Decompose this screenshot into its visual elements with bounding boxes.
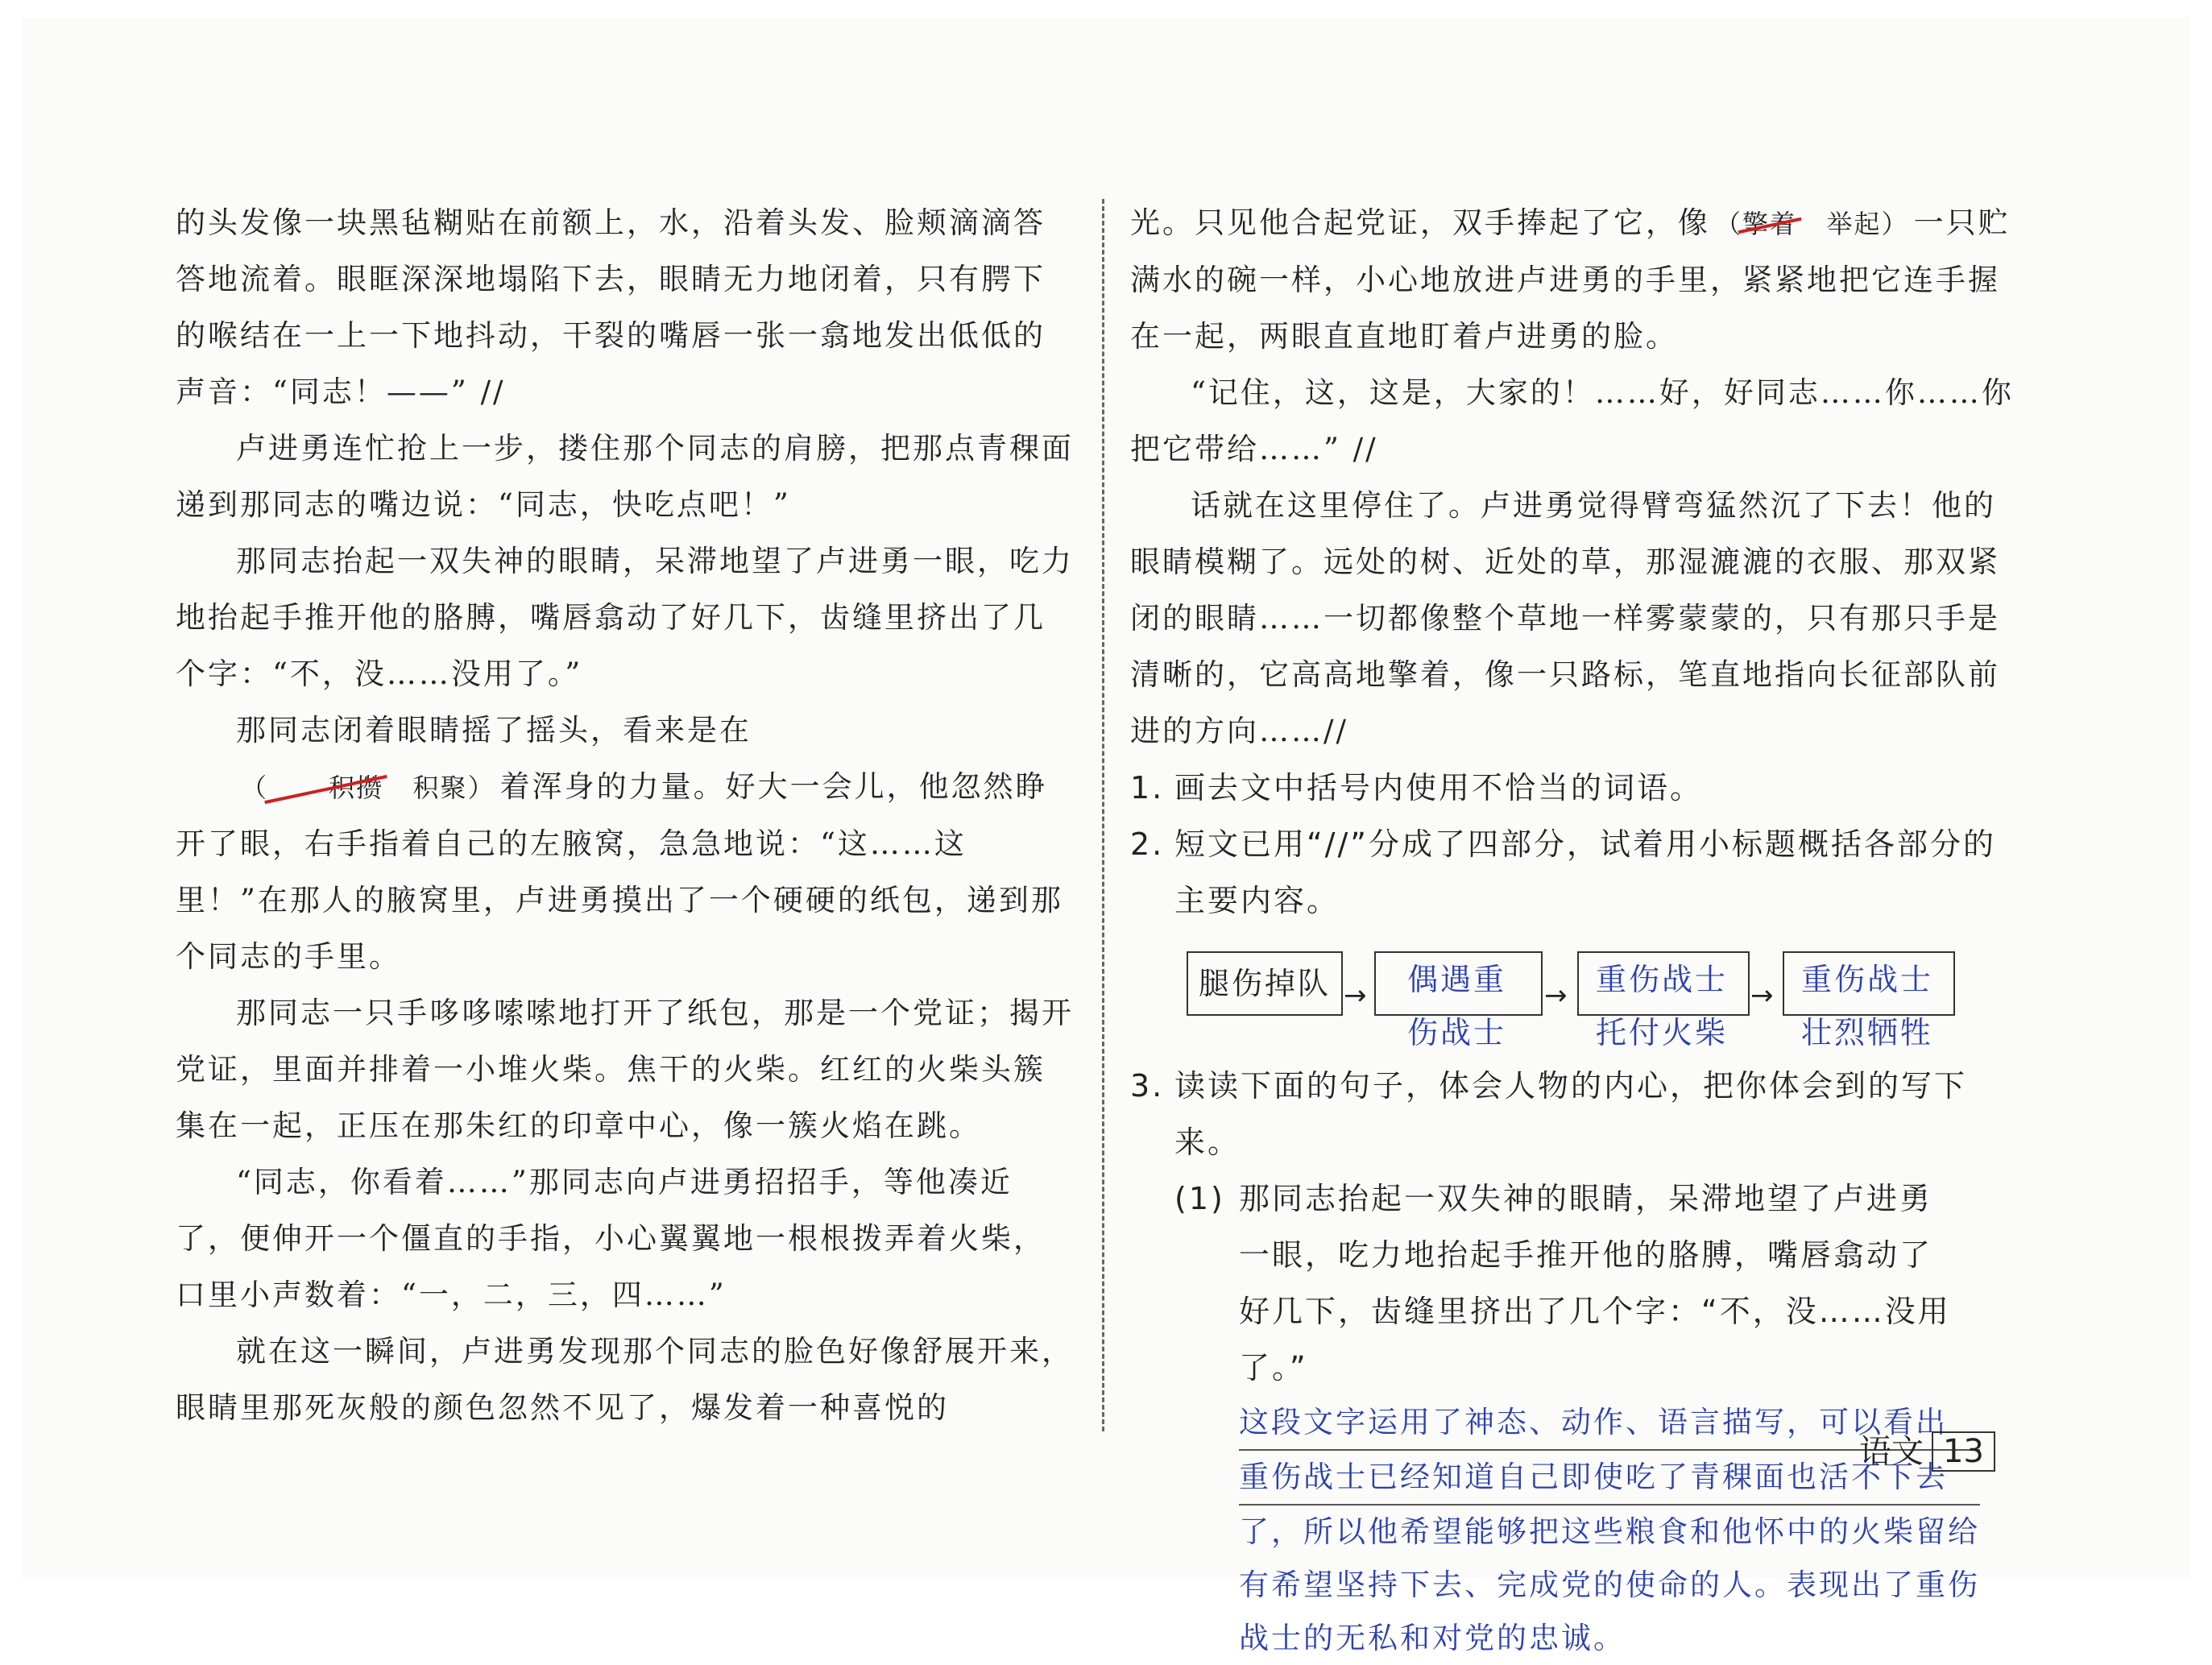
paragraph: 那同志抬起一双失神的眼睛，呆滞地望了卢进勇一眼，吃力地抬起手推开他的胳膊，嘴唇翕动了好几下，齿缝里挤出了几个字：“不，没……没用了。”: [176, 544, 1074, 691]
flow-box-label: 腿伤掉队: [1198, 966, 1331, 1001]
question-number: 1.: [1130, 770, 1165, 806]
answer-line: 重伤战士: [1800, 962, 1933, 997]
text-span: 光。只见他合起党证，双手捧起了它，像: [1130, 205, 1710, 240]
question-1: [1130, 760, 2024, 816]
sub-question-text: 那同志抬起一双失神的眼睛，呆滞地望了卢进勇一眼，吃力地抬起手推开他的胳膊，嘴唇翕动了好几下，齿缝里挤出了几个字：“不，没……没用了。”: [1239, 1181, 1951, 1385]
paragraph: 的头发像一块黑毡糊贴在前额上，水，沿着头发、脸颊滴滴答答地流着。眼眶深深地塌陷下去，眼睛无力地闭着，只有腭下的喉结在一上一下地抖动，干裂的嘴唇一张一翕地发出低低的声音：“同志！——” //: [176, 205, 1046, 409]
question-number: 2.: [1130, 826, 1165, 862]
question-3: [1130, 1058, 2024, 1170]
answer-line: 了，所以他希望能够把这些粮食和他怀中的火柴留给: [1239, 1514, 1980, 1549]
paragraph: “记住，这，这是，大家的！……好，好同志……你……你把它带给……” //: [1130, 375, 2014, 466]
question-text: 短文已用“//”分成了四部分，试着用小标题概括各部分的主要内容。: [1174, 826, 1996, 918]
question-number: 3.: [1130, 1068, 1165, 1104]
flow-answer-2: [1374, 937, 1539, 1058]
page-footer: [1859, 1426, 1995, 1472]
kept-word: 积聚: [412, 772, 468, 803]
answer-line: 重伤战士: [1595, 962, 1728, 997]
flow-answer-3: [1577, 937, 1746, 1058]
flow-arrow: →: [1344, 980, 1369, 1012]
answer-line: 伤战士: [1406, 1015, 1506, 1050]
workbook-page: [23, 18, 2189, 1655]
paragraph-with-choice: [176, 702, 1074, 985]
summary-flowchart: [1130, 937, 2024, 1058]
answer-line: 有希望坚持下去、完成党的使命的人。表现出了重伤: [1239, 1568, 1980, 1602]
answer-line: 偶遇重: [1406, 962, 1506, 997]
bracket: ）: [1881, 209, 1909, 239]
answer-line: 战士的无私和对党的忠诚。: [1239, 1621, 1626, 1655]
flow-arrow: →: [1750, 980, 1776, 1012]
text-span: 一只贮满水的碗一样，小心地放进卢进勇的手里，紧紧地把它连手握在一起，两眼直直地盯着卢进勇的脸。: [1130, 205, 2011, 354]
question-2: [1130, 816, 2024, 929]
page-number: 13: [1932, 1431, 1995, 1472]
column-divider: [1102, 199, 1104, 1431]
question-3-1: [1130, 1170, 2024, 1396]
struck-word: 积攒: [268, 760, 383, 816]
paragraph: 卢进勇连忙抢上一步，搂住那个同志的肩膀，把那点青稞面递到那同志的嘴边说：“同志，快吃点吧！”: [176, 431, 1074, 522]
paragraph: 话就在这里停住了。卢进勇觉得臂弯猛然沉了下去！他的眼睛模糊了。远处的树、近处的草，那湿漉漉的衣服、那双紧闭的眼睛……一切都像整个草地一样雾蒙蒙的，只有那只手是清晰的，它高高地擎着，像一只路标，笔直地指向长征部队前进的方向……//: [1130, 488, 2000, 748]
word-choice: [1715, 196, 1909, 252]
question-text: 读读下面的句子，体会人物的内心，把你体会到的写下来。: [1174, 1068, 1968, 1160]
text-span: 那同志闭着眼睛摇了摇头，看来是在: [236, 713, 752, 748]
text-span: 着浑身的力量。好大一会儿，他忽然睁开了眼，右手指着自己的左腋窝，急急地说：“这……这里！”在那人的腋窝里，卢进勇摸出了一个硬硬的纸包，递到那个同志的手里。: [176, 769, 1063, 974]
left-column: [176, 195, 1074, 1436]
flow-answer-4: [1783, 937, 1952, 1058]
word-choice: [180, 760, 495, 816]
bracket: （: [1715, 209, 1743, 239]
flow-box-1: [1187, 951, 1343, 1016]
struck-word: 擎着: [1742, 196, 1797, 252]
kept-word: 举起: [1826, 209, 1882, 239]
paragraph: 就在这一瞬间，卢进勇发现那个同志的脸色好像舒展开来，眼睛里那死灰般的颜色忽然不见了，爆发着一种喜悦的: [176, 1334, 1074, 1425]
answer-line: 这段文字运用了神态、动作、语言描写，可以看出: [1239, 1396, 1980, 1451]
paragraph: “同志，你看着……”那同志向卢进勇招招手，等他凑近了，便伸开一个僵直的手指，小心翼翼地一根根拨弄着火柴，口里小声数着：“一，二，三，四……”: [176, 1165, 1046, 1312]
bracket: ）: [467, 772, 495, 803]
paragraph-with-choice: [1130, 195, 2024, 365]
sub-question-number: (1): [1174, 1181, 1225, 1216]
subject-label: 语文: [1859, 1433, 1924, 1470]
answer-line: 壮烈牺牲: [1800, 1015, 1933, 1050]
bracket: （: [241, 772, 269, 803]
paragraph: 那同志一只手哆哆嗦嗦地打开了纸包，那是一个党证；揭开党证，里面并排着一小堆火柴。焦干的火柴。红红的火柴头簇集在一起，正压在那朱红的印章中心，像一簇火焰在跳。: [176, 996, 1074, 1143]
answer-line: 托付火柴: [1595, 1015, 1728, 1050]
question-text: 画去文中括号内使用不恰当的词语。: [1174, 770, 1704, 806]
flow-arrow: →: [1544, 980, 1570, 1012]
answer-line: 重伤战士已经知道自己即使吃了青稞面也活不下去: [1239, 1451, 1980, 1506]
answer-block: [1130, 1396, 1980, 1665]
